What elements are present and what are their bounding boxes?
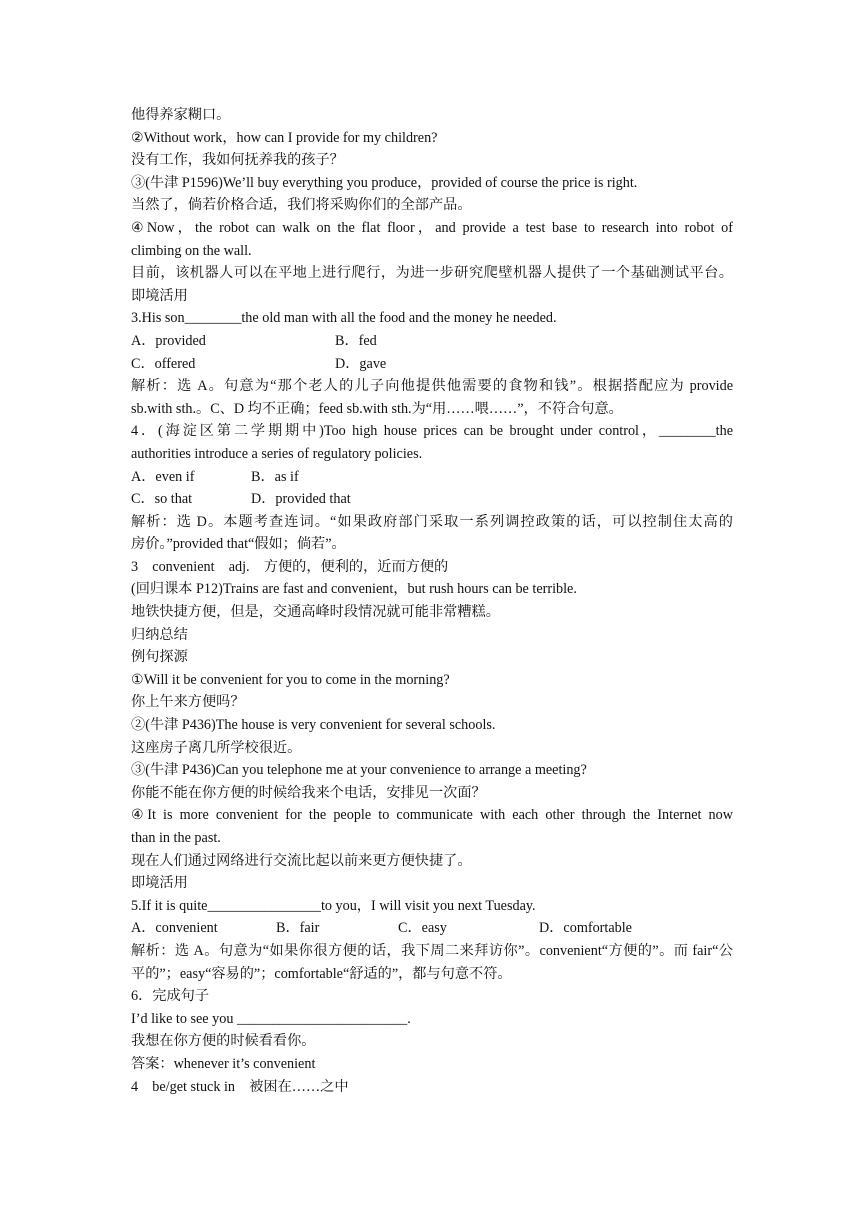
translation-line: 我想在你方便的时候看看你。 xyxy=(131,1033,316,1050)
q3-option-b: B．fed xyxy=(335,332,377,349)
question-4-continued: authorities introduce a series of regulatory policies. xyxy=(131,445,423,462)
example-sentence: ②Without work，how can I provide for my children? xyxy=(131,129,438,146)
q4-options-row xyxy=(131,488,733,511)
q5-option-d: D．comfortable xyxy=(539,920,632,937)
translation-line: 这座房子离几所学校很近。 xyxy=(131,739,302,756)
q5-option-b: B．fair xyxy=(276,920,320,937)
answer-explanation: 房价。”provided that“假如；倘若”。 xyxy=(131,536,346,553)
q5-options-row xyxy=(131,917,733,940)
question-3: 3.His son________the old man with all the food and the money he needed. xyxy=(131,310,557,327)
q4-option-b: B．as if xyxy=(251,468,299,485)
q3-option-d: D．gave xyxy=(335,355,387,372)
example-sentence: ②(牛津 P436)The house is very convenient for several schools. xyxy=(131,717,496,734)
q5-option-a: A．convenient xyxy=(131,920,218,937)
answer-explanation: 平的”；easy“容易的”；comfortable“舒适的”，都与句意不符。 xyxy=(131,965,512,982)
q4-option-c: C．so that xyxy=(131,491,193,508)
document-body xyxy=(131,104,733,1098)
example-sentence: ④It is more convenient for the people to communicate with each other through the Internet now xyxy=(131,807,733,824)
section-heading: 即境活用 xyxy=(131,875,188,892)
q3-options-row xyxy=(131,353,733,376)
q3-options-row xyxy=(131,330,733,353)
translation-line: 当然了，倘若价格合适，我们将采购你们的全部产品。 xyxy=(131,197,472,214)
translation-line: 你能不能在你方便的时候给我来个电话，安排见一次面？ xyxy=(131,784,486,801)
translation-line: 地铁快捷方便，但是，交通高峰时段情况就可能非常糟糕。 xyxy=(131,604,500,621)
translation-line: 没有工作，我如何抚养我的孩子？ xyxy=(131,152,344,169)
section-heading: 例句探源 xyxy=(131,649,188,666)
question-5: 5.If it is quite________________to you，I will visit you next Tuesday. xyxy=(131,897,536,914)
question-4: 4．(海淀区第二学期期中)Too high house prices can be brought under control，________the xyxy=(131,423,733,440)
answer-explanation: 解析：选 D。本题考查连词。“如果政府部门采取一系列调控政策的话，可以控制住太高的 xyxy=(131,513,733,530)
fill-in-sentence: I’d like to see you ________________________. xyxy=(131,1010,411,1027)
answer-explanation: sb.with sth.。C、D 均不正确；feed sb.with sth.为“用……喂……”，不符合句意。 xyxy=(131,400,623,417)
q3-option-c: C．offered xyxy=(131,355,196,372)
question-6: 6．完成句子 xyxy=(131,988,210,1005)
translation-line: 现在人们通过网络进行交流比起以前来更方便快捷了。 xyxy=(131,852,472,869)
vocabulary-entry: 4 be/get stuck in 被困在……之中 xyxy=(131,1078,349,1095)
q3-option-a: A．provided xyxy=(131,332,206,349)
answer-explanation: 解析：选 A。句意为“那个老人的儿子向他提供他需要的食物和钱”。根据搭配应为 provide xyxy=(131,378,733,395)
translation-line: 你上午来方便吗？ xyxy=(131,694,245,711)
example-sentence: ④Now，the robot can walk on the flat floor，and provide a test base to research into robot of xyxy=(131,219,733,236)
translation-line: 目前，该机器人可以在平地上进行爬行，为进一步研究爬壁机器人提供了一个基础测试平台。 xyxy=(131,265,733,282)
example-sentence: ③(牛津 P436)Can you telephone me at your convenience to arrange a meeting? xyxy=(131,762,587,779)
vocabulary-entry: 3 convenient adj. 方便的，便利的，近而方便的 xyxy=(131,558,449,575)
example-sentence: ③(牛津 P1596)We’ll buy everything you produce，provided of course the price is right. xyxy=(131,174,638,191)
example-sentence-continued: than in the past. xyxy=(131,830,221,846)
example-sentence: (回归课本 P12)Trains are fast and convenient，but rush hours can be terrible. xyxy=(131,581,577,598)
text-line: 他得养家糊口。 xyxy=(131,107,231,123)
section-heading: 即境活用 xyxy=(131,287,188,304)
q4-option-a: A．even if xyxy=(131,468,195,485)
q5-option-c: C．easy xyxy=(398,920,447,937)
example-sentence-continued: climbing on the wall. xyxy=(131,242,252,259)
answer-line: 答案：whenever it’s convenient xyxy=(131,1055,316,1072)
answer-explanation: 解析：选 A。句意为“如果你很方便的话，我下周二来拜访你”。convenient“方便的”。而 fair“公 xyxy=(131,942,733,959)
example-sentence: ①Will it be convenient for you to come in the morning? xyxy=(131,671,450,688)
q4-option-d: D．provided that xyxy=(251,491,351,508)
q4-options-row xyxy=(131,466,733,489)
section-heading: 归纳总结 xyxy=(131,626,188,643)
